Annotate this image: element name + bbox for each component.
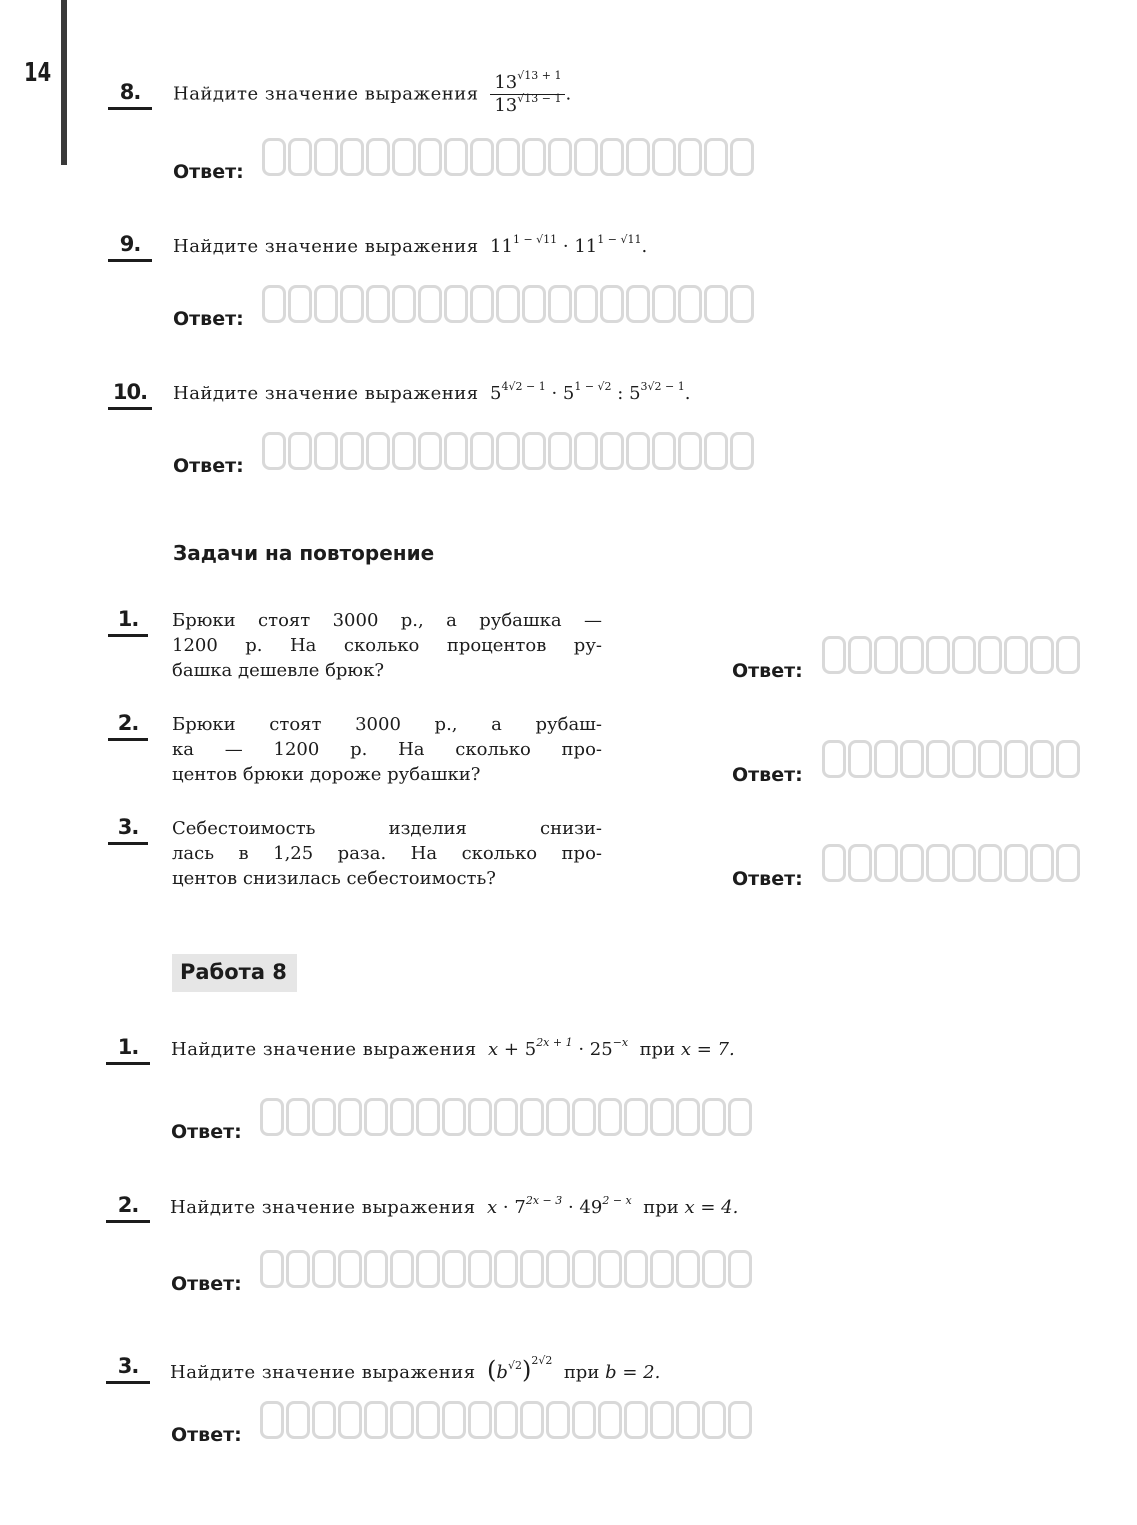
task-text xyxy=(172,816,602,891)
answer-cell[interactable] xyxy=(366,432,390,470)
answer-cell[interactable] xyxy=(652,285,676,323)
answer-grid[interactable] xyxy=(262,138,756,176)
task-text xyxy=(172,608,602,683)
answer-cell[interactable] xyxy=(650,1401,674,1439)
answer-grid[interactable] xyxy=(262,285,756,323)
dot-operator: · xyxy=(572,1039,590,1060)
answer-cell[interactable] xyxy=(678,285,702,323)
answer-cell[interactable] xyxy=(1056,636,1080,674)
answer-cell[interactable] xyxy=(522,432,546,470)
answer-cell[interactable] xyxy=(676,1098,700,1136)
task-label: Найдите значение выражения xyxy=(173,383,479,404)
answer-cell[interactable] xyxy=(546,1401,570,1439)
answer-cell[interactable] xyxy=(926,636,950,674)
answer-cell[interactable] xyxy=(626,432,650,470)
answer-cell[interactable] xyxy=(822,740,846,778)
answer-cell[interactable] xyxy=(730,285,754,323)
task-text xyxy=(173,380,691,404)
answer-cell[interactable] xyxy=(312,1401,336,1439)
answer-cell[interactable] xyxy=(1056,740,1080,778)
answer-cell[interactable] xyxy=(978,740,1002,778)
answer-cell[interactable] xyxy=(1056,844,1080,882)
task-text xyxy=(173,233,648,257)
exponent-b: 2 − x xyxy=(602,1194,632,1207)
answer-cell[interactable] xyxy=(572,1250,596,1288)
answer-cell[interactable] xyxy=(574,285,598,323)
answer-cell[interactable] xyxy=(312,1250,336,1288)
answer-cell[interactable] xyxy=(262,285,286,323)
answer-cell[interactable] xyxy=(416,1098,440,1136)
task-number: 8. xyxy=(108,80,152,104)
answer-cell[interactable] xyxy=(286,1098,310,1136)
when-word: при xyxy=(563,1362,600,1383)
inner-exponent: √2 xyxy=(507,1359,522,1372)
answer-cell[interactable] xyxy=(494,1098,518,1136)
answer-cell[interactable] xyxy=(952,844,976,882)
answer-cell[interactable] xyxy=(652,432,676,470)
answer-cell[interactable] xyxy=(650,1250,674,1288)
base-b: b xyxy=(496,1362,508,1383)
answer-cell[interactable] xyxy=(470,432,494,470)
answer-cell[interactable] xyxy=(496,285,520,323)
expression-period: . xyxy=(565,83,572,105)
exponent-a: 2x + 1 xyxy=(536,1036,573,1049)
exponent-a: 1 − √11 xyxy=(512,233,558,246)
expression-period: . xyxy=(641,236,648,257)
answer-cell[interactable] xyxy=(442,1250,466,1288)
answer-cell[interactable] xyxy=(900,844,924,882)
dot-operator: · xyxy=(545,383,563,404)
open-paren: ( xyxy=(487,1356,497,1384)
text-line: Брюки стоят 3000 р., а рубаш- xyxy=(172,714,602,735)
answer-cell[interactable] xyxy=(728,1098,752,1136)
answer-cell[interactable] xyxy=(702,1250,726,1288)
task-number: 10. xyxy=(108,380,152,404)
condition: b = 2. xyxy=(605,1362,661,1383)
answer-cell[interactable] xyxy=(874,844,898,882)
answer-cell[interactable] xyxy=(702,1098,726,1136)
answer-cell[interactable] xyxy=(848,844,872,882)
answer-cell[interactable] xyxy=(676,1250,700,1288)
answer-cell[interactable] xyxy=(312,1098,336,1136)
denominator-exponent: √13 − 1 xyxy=(517,92,562,105)
answer-cell[interactable] xyxy=(522,285,546,323)
fraction-expression xyxy=(490,69,565,117)
task-text xyxy=(172,712,602,787)
answer-cell[interactable] xyxy=(730,432,754,470)
division-operator: : xyxy=(611,383,630,404)
dot-operator: · xyxy=(562,1197,580,1218)
task-label: Найдите значение выражения xyxy=(170,1197,476,1218)
answer-cell[interactable] xyxy=(366,138,390,176)
base-b: 49 xyxy=(579,1197,603,1218)
answer-cell[interactable] xyxy=(704,432,728,470)
section-title-work-8: Работа 8 xyxy=(172,954,297,992)
task-label: Найдите значение выражения xyxy=(173,236,479,257)
answer-cell[interactable] xyxy=(468,1098,492,1136)
close-paren: ) xyxy=(521,1356,532,1384)
answer-cell[interactable] xyxy=(390,1250,414,1288)
answer-cell[interactable] xyxy=(288,432,312,470)
task-label: Найдите значение выражения xyxy=(170,1362,476,1383)
answer-cell[interactable] xyxy=(546,1098,570,1136)
answer-cell[interactable] xyxy=(926,740,950,778)
answer-cell[interactable] xyxy=(874,740,898,778)
text-line: ка — 1200 р. На сколько про- xyxy=(172,739,602,760)
answer-cell[interactable] xyxy=(650,1098,674,1136)
base-a: 5 xyxy=(524,1039,537,1060)
answer-cell[interactable] xyxy=(364,1401,388,1439)
answer-cell[interactable] xyxy=(470,285,494,323)
answer-cell[interactable] xyxy=(548,138,572,176)
text-line: Брюки стоят 3000 р., а рубашка — xyxy=(172,610,602,631)
answer-cell[interactable] xyxy=(900,740,924,778)
answer-cell[interactable] xyxy=(496,432,520,470)
answer-cell[interactable] xyxy=(600,138,624,176)
base-a: 5 xyxy=(490,383,502,404)
task-number: 3. xyxy=(106,1354,150,1378)
answer-cell[interactable] xyxy=(704,285,728,323)
answer-cell[interactable] xyxy=(1004,740,1028,778)
answer-cell[interactable] xyxy=(288,285,312,323)
task-number: 3. xyxy=(108,815,148,839)
answer-cell[interactable] xyxy=(260,1098,284,1136)
base-a: 11 xyxy=(490,236,513,257)
answer-cell[interactable] xyxy=(470,138,494,176)
answer-cell[interactable] xyxy=(366,285,390,323)
answer-grid[interactable] xyxy=(822,740,1082,778)
answer-cell[interactable] xyxy=(572,1098,596,1136)
answer-label: Ответ: xyxy=(732,868,803,890)
dot-operator: · xyxy=(497,1197,515,1218)
answer-cell[interactable] xyxy=(364,1250,388,1288)
answer-cell[interactable] xyxy=(624,1098,648,1136)
answer-label: Ответ: xyxy=(173,161,244,183)
text-line: 1200 р. На сколько процентов ру- xyxy=(172,635,602,656)
text-line: центов брюки дороже рубашки? xyxy=(172,764,481,785)
task-label: Найдите значение выражения xyxy=(173,83,479,105)
exponent-b: −x xyxy=(612,1036,629,1049)
answer-cell[interactable] xyxy=(626,138,650,176)
answer-cell[interactable] xyxy=(822,844,846,882)
denominator-base: 13 xyxy=(494,95,518,116)
task-number: 2. xyxy=(108,711,148,735)
answer-label: Ответ: xyxy=(732,764,803,786)
answer-cell[interactable] xyxy=(926,844,950,882)
answer-grid[interactable] xyxy=(262,432,756,470)
when-word: при xyxy=(639,1039,676,1060)
answer-cell[interactable] xyxy=(364,1098,388,1136)
answer-cell[interactable] xyxy=(338,1098,362,1136)
answer-cell[interactable] xyxy=(442,1401,466,1439)
answer-cell[interactable] xyxy=(598,1401,622,1439)
answer-cell[interactable] xyxy=(418,138,442,176)
answer-cell[interactable] xyxy=(314,432,338,470)
answer-cell[interactable] xyxy=(900,636,924,674)
answer-cell[interactable] xyxy=(262,432,286,470)
task-number: 2. xyxy=(106,1193,150,1217)
answer-cell[interactable] xyxy=(652,138,676,176)
answer-cell[interactable] xyxy=(286,1250,310,1288)
answer-cell[interactable] xyxy=(978,844,1002,882)
answer-cell[interactable] xyxy=(418,285,442,323)
task-number: 1. xyxy=(106,1035,150,1059)
text-line: лась в 1,25 раза. На сколько про- xyxy=(172,843,602,864)
answer-label: Ответ: xyxy=(173,308,244,330)
answer-grid[interactable] xyxy=(260,1098,754,1136)
answer-cell[interactable] xyxy=(468,1250,492,1288)
answer-cell[interactable] xyxy=(548,432,572,470)
answer-label: Ответ: xyxy=(171,1121,242,1143)
outer-exponent: 2√2 xyxy=(531,1354,553,1367)
base-c: 5 xyxy=(629,383,641,404)
answer-cell[interactable] xyxy=(390,1098,414,1136)
answer-cell[interactable] xyxy=(520,1250,544,1288)
exponent-b: 1 − √11 xyxy=(597,233,642,246)
text-line: Себестоимость изделия снизи- xyxy=(172,818,602,839)
answer-cell[interactable] xyxy=(822,636,846,674)
base-a: 7 xyxy=(514,1197,526,1218)
answer-cell[interactable] xyxy=(262,138,286,176)
when-word: при xyxy=(643,1197,679,1218)
answer-cell[interactable] xyxy=(598,1250,622,1288)
answer-cell[interactable] xyxy=(728,1250,752,1288)
answer-cell[interactable] xyxy=(1030,636,1054,674)
answer-cell[interactable] xyxy=(678,138,702,176)
answer-cell[interactable] xyxy=(416,1401,440,1439)
base-b: 25 xyxy=(589,1039,613,1060)
answer-label: Ответ: xyxy=(171,1424,242,1446)
answer-cell[interactable] xyxy=(260,1401,284,1439)
exponent-a: 2x − 3 xyxy=(525,1194,563,1207)
exponent-a: 4√2 − 1 xyxy=(501,380,546,393)
task-text xyxy=(173,69,572,117)
answer-cell[interactable] xyxy=(288,138,312,176)
answer-cell[interactable] xyxy=(548,285,572,323)
answer-cell[interactable] xyxy=(314,138,338,176)
task-number: 1. xyxy=(108,607,148,631)
answer-cell[interactable] xyxy=(444,285,468,323)
task-text xyxy=(171,1036,735,1060)
answer-cell[interactable] xyxy=(702,1401,726,1439)
answer-cell[interactable] xyxy=(1004,636,1028,674)
answer-cell[interactable] xyxy=(340,138,364,176)
answer-cell[interactable] xyxy=(520,1401,544,1439)
margin-bar xyxy=(61,0,67,165)
exponent-c: 3√2 − 1 xyxy=(640,380,685,393)
answer-cell[interactable] xyxy=(730,138,754,176)
answer-cell[interactable] xyxy=(340,432,364,470)
answer-cell[interactable] xyxy=(624,1401,648,1439)
answer-cell[interactable] xyxy=(314,285,338,323)
text-line: башка дешевле брюк? xyxy=(172,660,385,681)
answer-cell[interactable] xyxy=(444,138,468,176)
answer-cell[interactable] xyxy=(416,1250,440,1288)
numerator-exponent: √13 + 1 xyxy=(517,69,562,82)
answer-cell[interactable] xyxy=(624,1250,648,1288)
answer-cell[interactable] xyxy=(848,740,872,778)
answer-grid[interactable] xyxy=(822,844,1082,882)
task-text xyxy=(170,1194,739,1218)
section-title-review: Задачи на повторение xyxy=(173,541,435,565)
answer-cell[interactable] xyxy=(418,432,442,470)
exponent-b: 1 − √2 xyxy=(574,380,612,393)
answer-cell[interactable] xyxy=(676,1401,700,1439)
answer-cell[interactable] xyxy=(522,138,546,176)
dot-operator: · xyxy=(557,236,575,257)
condition: x = 7. xyxy=(680,1039,735,1060)
answer-cell[interactable] xyxy=(390,1401,414,1439)
expression-period: . xyxy=(684,383,691,404)
answer-cell[interactable] xyxy=(338,1250,362,1288)
answer-cell[interactable] xyxy=(574,432,598,470)
answer-cell[interactable] xyxy=(574,138,598,176)
numerator-base: 13 xyxy=(494,72,518,93)
answer-cell[interactable] xyxy=(572,1401,596,1439)
answer-cell[interactable] xyxy=(1030,844,1054,882)
answer-cell[interactable] xyxy=(468,1401,492,1439)
answer-cell[interactable] xyxy=(546,1250,570,1288)
answer-label: Ответ: xyxy=(732,660,803,682)
task-label: Найдите значение выражения xyxy=(171,1039,477,1060)
answer-cell[interactable] xyxy=(444,432,468,470)
answer-cell[interactable] xyxy=(392,285,416,323)
answer-label: Ответ: xyxy=(171,1273,242,1295)
answer-grid[interactable] xyxy=(260,1401,754,1439)
variable-x: x xyxy=(488,1039,499,1060)
base-b: 5 xyxy=(562,383,575,404)
answer-cell[interactable] xyxy=(494,1250,518,1288)
answer-cell[interactable] xyxy=(392,138,416,176)
answer-cell[interactable] xyxy=(260,1250,284,1288)
answer-cell[interactable] xyxy=(848,636,872,674)
task-text xyxy=(170,1356,660,1384)
answer-cell[interactable] xyxy=(392,432,416,470)
answer-cell[interactable] xyxy=(496,138,520,176)
answer-cell[interactable] xyxy=(952,740,976,778)
base-b: 11 xyxy=(574,236,598,257)
answer-label: Ответ: xyxy=(173,455,244,477)
fraction-denominator xyxy=(490,92,565,117)
answer-cell[interactable] xyxy=(728,1401,752,1439)
answer-cell[interactable] xyxy=(1030,740,1054,778)
answer-cell[interactable] xyxy=(442,1098,466,1136)
answer-cell[interactable] xyxy=(494,1401,518,1439)
answer-cell[interactable] xyxy=(978,636,1002,674)
answer-cell[interactable] xyxy=(598,1098,622,1136)
answer-cell[interactable] xyxy=(520,1098,544,1136)
answer-cell[interactable] xyxy=(678,432,702,470)
answer-cell[interactable] xyxy=(340,285,364,323)
plus-operator: + xyxy=(498,1039,525,1060)
answer-cell[interactable] xyxy=(600,285,624,323)
condition: x = 4. xyxy=(684,1197,739,1218)
answer-cell[interactable] xyxy=(600,432,624,470)
answer-cell[interactable] xyxy=(874,636,898,674)
variable-x: x xyxy=(487,1197,498,1218)
text-line: центов снизилась себестоимость? xyxy=(172,868,496,889)
task-number: 9. xyxy=(108,232,152,256)
answer-cell[interactable] xyxy=(1004,844,1028,882)
answer-cell[interactable] xyxy=(626,285,650,323)
answer-cell[interactable] xyxy=(704,138,728,176)
answer-cell[interactable] xyxy=(286,1401,310,1439)
answer-grid[interactable] xyxy=(260,1250,754,1288)
answer-cell[interactable] xyxy=(338,1401,362,1439)
answer-cell[interactable] xyxy=(952,636,976,674)
answer-grid[interactable] xyxy=(822,636,1082,674)
page-number: 14 xyxy=(24,58,52,88)
